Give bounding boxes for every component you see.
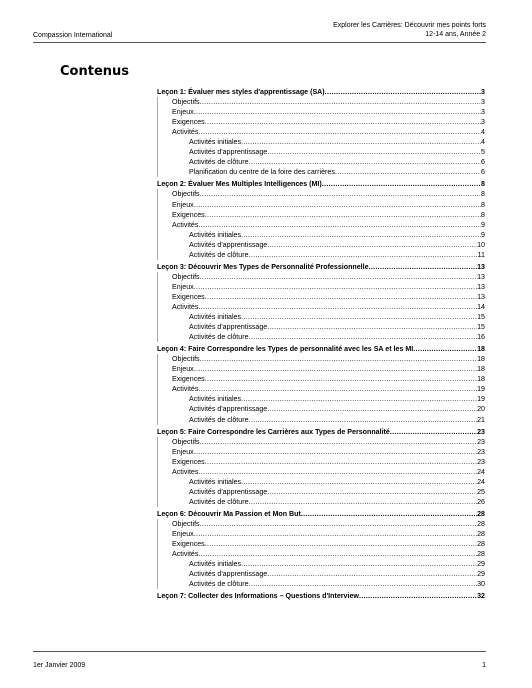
toc-page-number: 29 (477, 560, 485, 569)
toc-page-number: 18 (477, 355, 485, 364)
toc-page-number: 13 (477, 272, 485, 281)
toc-entry-title: Leçon 2: Évaluer Mes Multiples Intelligences (MI) (157, 180, 322, 189)
toc-dot-leader (198, 384, 477, 394)
toc-entry-title: Activités de clôture (189, 580, 249, 589)
toc-dot-leader (249, 157, 482, 167)
toc-dot-leader (205, 210, 481, 220)
toc-dot-leader (241, 137, 481, 147)
table-of-contents (157, 87, 485, 601)
toc-dot-leader (267, 147, 481, 157)
toc-page-number: 32 (477, 592, 485, 601)
toc-dot-leader (205, 457, 477, 467)
toc-entry-title: Activités d'apprentissage (189, 240, 268, 249)
toc-dot-leader (194, 200, 481, 210)
toc-sub-entry[interactable] (157, 384, 485, 394)
toc-dot-leader (205, 117, 481, 127)
toc-sub-entry[interactable] (157, 437, 485, 447)
toc-sub-entry[interactable] (157, 549, 485, 559)
toc-entry-title: Activités (172, 550, 199, 559)
toc-sub-entry[interactable] (157, 529, 485, 539)
toc-dot-leader (198, 467, 477, 477)
toc-entry-title: Leçon 7: Collecter des Informations – Questions d'Interview (157, 592, 359, 601)
toc-lesson-entry[interactable] (157, 344, 485, 354)
toc-entry-title: Activités initiales (189, 395, 242, 404)
toc-page-number: 9 (481, 220, 485, 229)
toc-entry-title: Leçon 6: Découvrir Ma Passion et Mon But (157, 509, 301, 518)
toc-page-number: 11 (477, 250, 485, 259)
toc-entry-title: Objectifs (172, 98, 200, 107)
toc-dot-leader (241, 559, 477, 569)
toc-page-number: 24 (477, 477, 485, 486)
toc-sub-entry[interactable] (157, 332, 485, 342)
toc-page-number: 8 (481, 190, 485, 199)
toc-sub-entry[interactable] (157, 107, 485, 117)
toc-sub-entry[interactable] (157, 487, 485, 497)
toc-page-number: 16 (477, 333, 485, 342)
toc-dot-leader (200, 519, 478, 529)
toc-dot-leader (335, 167, 481, 177)
toc-sub-entry[interactable] (157, 240, 485, 250)
toc-dot-leader (267, 404, 477, 414)
toc-page-number: 28 (477, 550, 485, 559)
toc-entry-title: Objectifs (172, 190, 200, 199)
toc-entry-title: Activités initiales (189, 477, 242, 486)
toc-dot-leader (249, 332, 478, 342)
toc-page-number: 3 (481, 88, 485, 96)
toc-dot-leader (200, 437, 478, 447)
toc-page-number: 28 (477, 509, 485, 518)
toc-page-number: 28 (477, 530, 485, 539)
toc-lesson-entry[interactable] (157, 87, 485, 97)
toc-dot-leader (205, 292, 477, 302)
toc-entry-title: Exigences (172, 540, 205, 549)
toc-dot-leader (241, 394, 477, 404)
toc-entry-title: Enjeux (172, 530, 194, 539)
toc-sub-entry[interactable] (157, 189, 485, 199)
footer-page-number: 1 (482, 662, 486, 669)
toc-sub-entry[interactable] (157, 467, 485, 477)
toc-dot-leader (249, 415, 478, 425)
toc-dot-leader (267, 240, 477, 250)
toc-entry-title: Activités (172, 302, 199, 311)
toc-page-number: 9 (481, 230, 485, 239)
toc-sub-entry[interactable] (157, 539, 485, 549)
toc-sub-entry[interactable] (157, 220, 485, 230)
toc-dot-leader (267, 487, 477, 497)
toc-page-number: 23 (477, 447, 485, 456)
toc-entry-title: Activités (172, 220, 199, 229)
toc-dot-leader (249, 497, 478, 507)
toc-dot-leader (205, 539, 477, 549)
toc-page-number: 3 (481, 98, 485, 107)
toc-page-number: 19 (477, 385, 485, 394)
toc-page-number: 15 (477, 313, 485, 322)
toc-sub-entry[interactable] (157, 559, 485, 569)
toc-page-number: 28 (477, 519, 485, 528)
toc-dot-leader (241, 477, 477, 487)
toc-page-number: 28 (477, 540, 485, 549)
toc-entry-title: Activités de clôture (189, 333, 249, 342)
page-title: Contenus (60, 64, 130, 79)
toc-page-number: 6 (481, 168, 485, 177)
toc-sub-entry[interactable] (157, 282, 485, 292)
toc-entry-title: Activités initiales (189, 313, 242, 322)
toc-dot-leader (200, 354, 478, 364)
toc-sub-entry[interactable] (157, 519, 485, 529)
toc-sub-entry[interactable] (157, 394, 485, 404)
toc-entry-title: Activités d'apprentissage (189, 570, 268, 579)
toc-dot-leader (359, 591, 477, 601)
toc-page-number: 25 (477, 487, 485, 496)
toc-page-number: 19 (477, 395, 485, 404)
toc-page-number: 4 (481, 128, 485, 137)
toc-page-number: 30 (477, 580, 485, 589)
toc-entry-title: Objectifs (172, 272, 200, 281)
toc-sub-entry[interactable] (157, 497, 485, 507)
toc-page-number: 21 (477, 415, 485, 424)
toc-sub-entry[interactable] (157, 230, 485, 240)
toc-page-number: 24 (477, 467, 485, 476)
toc-sub-entry[interactable] (157, 272, 485, 282)
toc-dot-leader (325, 87, 481, 97)
toc-entry-title: Activités d'apprentissage (189, 487, 268, 496)
toc-sub-entry[interactable] (157, 354, 485, 364)
toc-dot-leader (267, 569, 477, 579)
toc-sub-entry[interactable] (157, 302, 485, 312)
toc-sub-entry[interactable] (157, 117, 485, 127)
toc-entry-title: Enjeux (172, 282, 194, 291)
header-organization: Compassion International (33, 32, 113, 39)
toc-entry-title: Exigences (172, 210, 205, 219)
toc-entry-title: Activités initiales (189, 138, 242, 147)
toc-page-number: 3 (481, 108, 485, 117)
toc-entry-title: Activités de clôture (189, 415, 249, 424)
footer-date: 1er Janvier 2009 (33, 662, 86, 669)
toc-page-number: 15 (477, 323, 485, 332)
toc-entry-title: Exigences (172, 375, 205, 384)
toc-entry-title: Objectifs (172, 519, 200, 528)
toc-page-number: 6 (481, 158, 485, 167)
toc-page-number: 3 (481, 118, 485, 127)
toc-entry-title: Activités d'apprentissage (189, 323, 268, 332)
toc-entry-title: Enjeux (172, 447, 194, 456)
toc-sub-entry[interactable] (157, 200, 485, 210)
toc-dot-leader (249, 250, 478, 260)
toc-page-number: 13 (477, 282, 485, 291)
toc-entry-title: Activités (172, 385, 199, 394)
toc-sub-entry[interactable] (157, 569, 485, 579)
toc-sub-entry[interactable] (157, 167, 485, 177)
toc-entry-title: Activités initiales (189, 230, 242, 239)
toc-sub-entry[interactable] (157, 447, 485, 457)
toc-entry-title: Enjeux (172, 365, 194, 374)
toc-lesson-entry[interactable] (157, 262, 485, 272)
toc-dot-leader (198, 220, 481, 230)
toc-page-number: 23 (477, 427, 485, 436)
toc-dot-leader (194, 529, 477, 539)
toc-page-number: 4 (481, 138, 485, 147)
toc-entry-title: Exigences (172, 292, 205, 301)
toc-page-number: 26 (477, 497, 485, 506)
toc-entry-title: Leçon 1: Évaluer mes styles d'apprentissage (SA) (157, 88, 325, 96)
toc-entry-title: Planification du centre de la foire des carrières (189, 168, 335, 177)
toc-dot-leader (194, 364, 477, 374)
toc-entry-title: Enjeux (172, 108, 194, 117)
toc-page-number: 13 (477, 262, 485, 271)
toc-lesson-entry[interactable] (157, 509, 485, 519)
toc-entry-title: Activités d'apprentissage (189, 148, 268, 157)
toc-entry-title: Activites (172, 467, 199, 476)
toc-dot-leader (205, 374, 477, 384)
toc-page-number: 8 (481, 210, 485, 219)
toc-page-number: 8 (481, 200, 485, 209)
toc-entry-title: Objectifs (172, 355, 200, 364)
toc-sub-entry[interactable] (157, 292, 485, 302)
toc-sub-entry[interactable] (157, 312, 485, 322)
toc-sub-entry[interactable] (157, 322, 485, 332)
toc-sub-entry[interactable] (157, 404, 485, 414)
toc-lesson-entry[interactable] (157, 179, 485, 189)
toc-page-number: 23 (477, 437, 485, 446)
toc-dot-leader (198, 302, 477, 312)
toc-dot-leader (267, 322, 477, 332)
toc-sub-entry[interactable] (157, 374, 485, 384)
toc-entry-title: Activités de clôture (189, 497, 249, 506)
toc-sub-entry[interactable] (157, 147, 485, 157)
toc-sub-entry[interactable] (157, 579, 485, 589)
toc-entry-title: Objectifs (172, 437, 200, 446)
toc-sub-entry[interactable] (157, 364, 485, 374)
toc-page-number: 5 (481, 148, 485, 157)
toc-page-number: 8 (481, 180, 485, 189)
toc-sub-entry[interactable] (157, 415, 485, 425)
toc-lesson-entry[interactable] (157, 591, 485, 601)
toc-sub-entry[interactable] (157, 477, 485, 487)
toc-sub-entry[interactable] (157, 137, 485, 147)
toc-dot-leader (390, 427, 477, 437)
toc-page-number: 18 (477, 365, 485, 374)
toc-entry-title: Activités de clôture (189, 250, 249, 259)
toc-dot-leader (301, 509, 477, 519)
header-divider (33, 42, 486, 43)
toc-entry-title: Activités de clôture (189, 158, 249, 167)
toc-sub-entry[interactable] (157, 457, 485, 467)
toc-page-number: 29 (477, 570, 485, 579)
toc-entry-title: Activités initiales (189, 560, 242, 569)
toc-lesson-entry[interactable] (157, 427, 485, 437)
toc-entry-title: Leçon 4: Faire Correspondre les Types de personnalité avec les SA et les MI (157, 345, 414, 354)
toc-dot-leader (194, 447, 477, 457)
toc-dot-leader (194, 107, 481, 117)
toc-entry-title: Leçon 3: Découvrir Mes Types de Personnalité Professionnelle (157, 262, 369, 271)
toc-entry-title: Exigences (172, 118, 205, 127)
toc-dot-leader (200, 189, 481, 199)
toc-page-number: 18 (477, 375, 485, 384)
toc-sub-entry[interactable] (157, 250, 485, 260)
toc-dot-leader (413, 344, 477, 354)
toc-dot-leader (200, 272, 478, 282)
toc-entry-title: Exigences (172, 457, 205, 466)
header-age-line: 12-14 ans, Année 2 (425, 31, 486, 38)
toc-sub-entry[interactable] (157, 97, 485, 107)
toc-entry-title: Activités d'apprentissage (189, 405, 268, 414)
toc-dot-leader (200, 97, 481, 107)
toc-dot-leader (194, 282, 477, 292)
toc-entry-title: Activités (172, 128, 199, 137)
header-document-info (333, 21, 486, 39)
toc-page-number: 13 (477, 292, 485, 301)
toc-page-number: 23 (477, 457, 485, 466)
toc-dot-leader (241, 230, 481, 240)
toc-entry-title: Leçon 5: Faire Correspondre les Carrières aux Types de Personnalité (157, 427, 390, 436)
toc-page-number: 20 (477, 405, 485, 414)
toc-sub-entry[interactable] (157, 210, 485, 220)
toc-sub-entry[interactable] (157, 127, 485, 137)
toc-page-number: 14 (477, 302, 485, 311)
header-title-line: Explorer les Carrières: Découvrir mes points forts (333, 22, 486, 29)
footer-divider (33, 651, 486, 652)
toc-page-number: 18 (477, 345, 485, 354)
toc-entry-title: Enjeux (172, 200, 194, 209)
toc-dot-leader (198, 549, 477, 559)
toc-dot-leader (369, 262, 478, 272)
toc-dot-leader (241, 312, 477, 322)
toc-dot-leader (198, 127, 481, 137)
toc-page-number: 10 (477, 240, 485, 249)
toc-sub-entry[interactable] (157, 157, 485, 167)
toc-dot-leader (249, 579, 478, 589)
toc-dot-leader (322, 179, 481, 189)
